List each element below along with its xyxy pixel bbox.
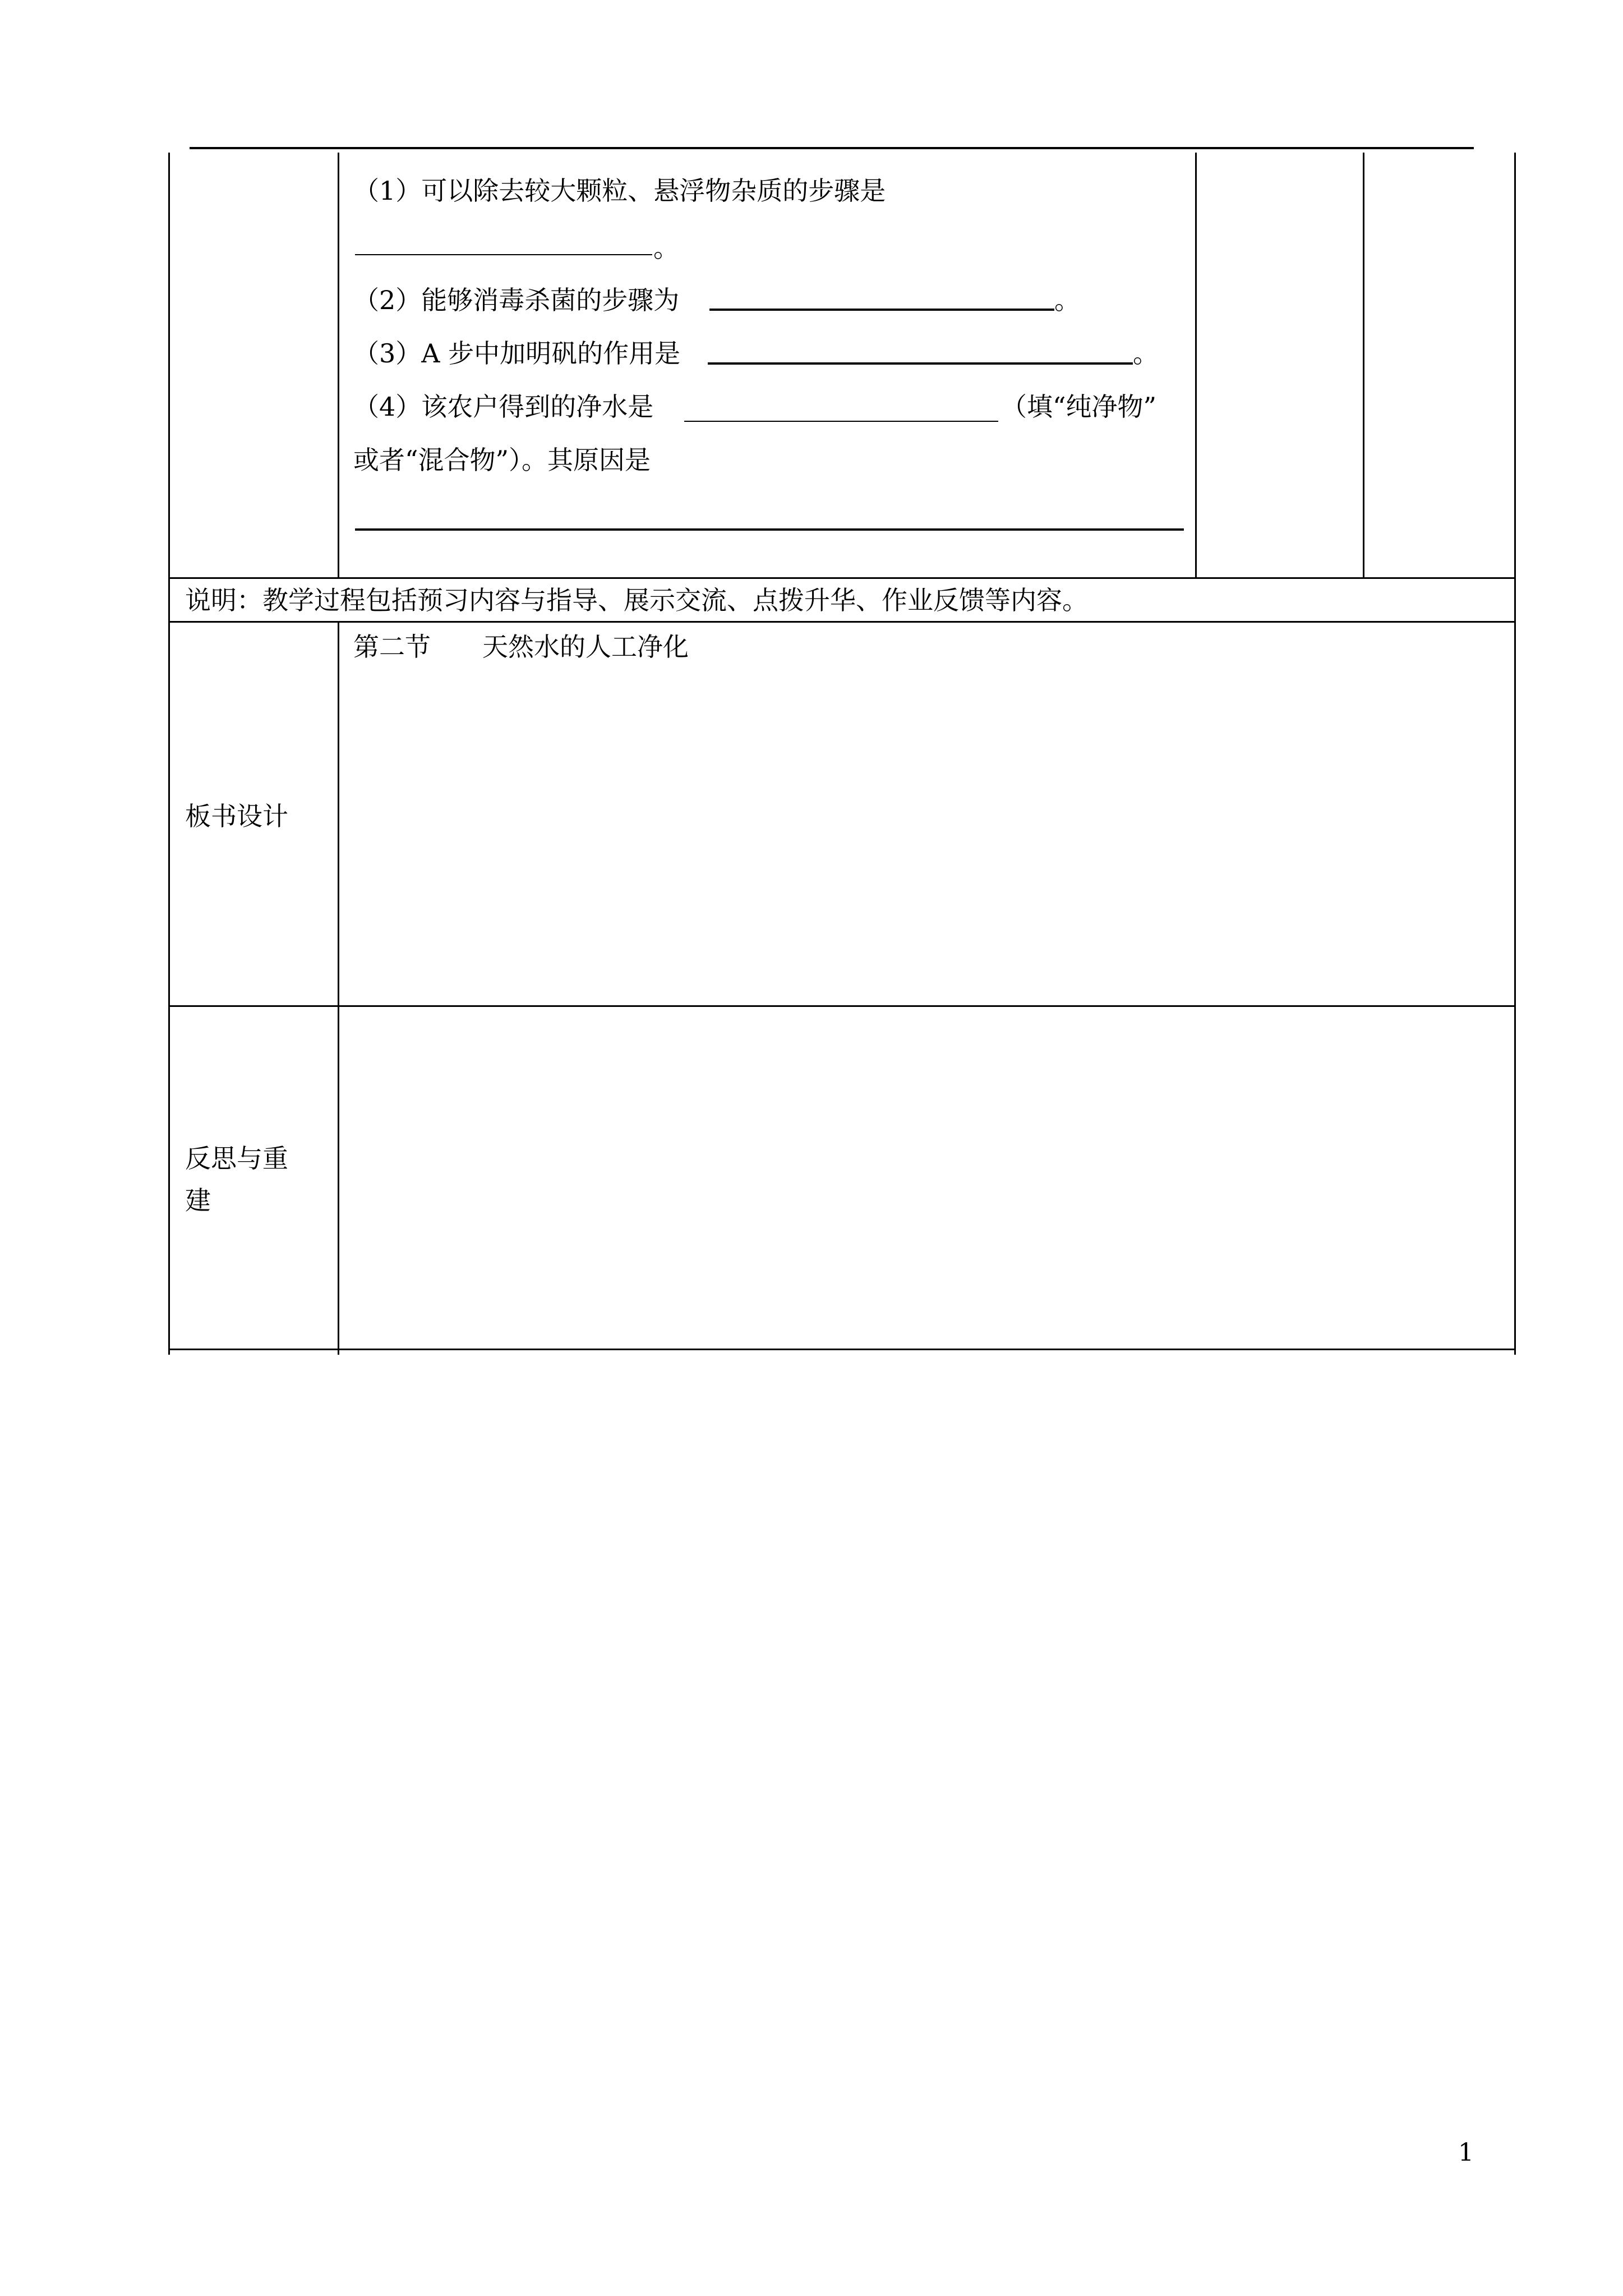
question-4-reason-blank[interactable] (355, 528, 1184, 531)
table-row-divider (168, 621, 1516, 623)
question-3-period: 。 (1133, 338, 1159, 369)
question-2-text: （2）能够消毒杀菌的步骤为 (353, 285, 680, 315)
question-4-hint: （填“纯净物” (1001, 392, 1157, 422)
table-border-right (1514, 153, 1516, 1355)
reflection-label-line1: 反思与重 (185, 1143, 288, 1174)
table-col-divider (1363, 153, 1364, 577)
board-design-label: 板书设计 (185, 801, 288, 831)
reflection-label-line2: 建 (185, 1185, 211, 1216)
question-2-period: 。 (1054, 285, 1080, 315)
table-row-divider (168, 577, 1516, 579)
page-number: 1 (1458, 2138, 1474, 2167)
table-border-left (168, 153, 170, 1355)
teaching-note: 说明：教学过程包括预习内容与指导、展示交流、点拨升华、作业反馈等内容。 (185, 585, 1088, 615)
question-3-answer-blank[interactable] (708, 362, 1133, 365)
table-col-divider (1195, 153, 1197, 577)
table-col-divider (338, 621, 339, 1355)
question-4-answer-blank[interactable] (684, 421, 998, 422)
question-1-text: （1）可以除去较大颗粒、悬浮物杂质的步骤是 (353, 176, 886, 206)
table-border-bottom (168, 1349, 1516, 1350)
question-1-answer-blank[interactable] (355, 254, 652, 255)
table-col-divider (338, 153, 339, 577)
question-4-text-line2: 或者“混合物”）。其原因是 (353, 445, 651, 475)
question-3-text: （3）A 步中加明矾的作用是 (353, 338, 681, 369)
header-rule (190, 147, 1474, 149)
table-row-divider (168, 1005, 1516, 1007)
board-design-content: 第二节 天然水的人工净化 (353, 632, 689, 662)
question-1-period: 。 (653, 233, 679, 263)
question-2-answer-blank[interactable] (709, 309, 1054, 311)
question-4-text: （4）该农户得到的净水是 (353, 392, 654, 422)
